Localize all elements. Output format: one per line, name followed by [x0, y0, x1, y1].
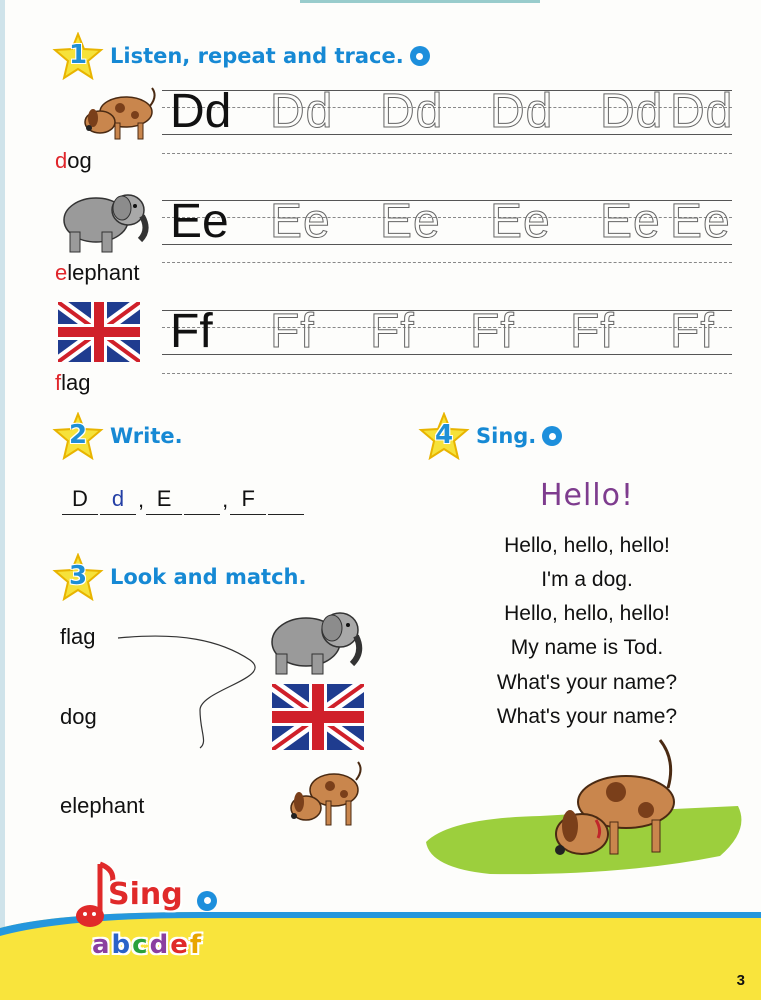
- song-line: I'm a dog.: [541, 568, 633, 591]
- trace-letters[interactable]: Dd: [600, 85, 664, 138]
- guide-line: [162, 373, 732, 374]
- uk-flag-illustration: [58, 302, 140, 362]
- page-number: 3: [736, 972, 745, 989]
- word-elephant: elephant: [55, 260, 140, 285]
- sing-logo: [108, 877, 217, 912]
- write-blank[interactable]: F: [230, 486, 266, 515]
- alphabet-letter: c: [132, 930, 148, 960]
- write-exercise: [62, 486, 304, 515]
- match-word-flag[interactable]: flag: [60, 624, 96, 649]
- word-dog: dog: [55, 148, 92, 173]
- dog-match-picture[interactable]: [286, 756, 366, 834]
- guide-line: [162, 153, 732, 154]
- trace-row-f: [162, 306, 732, 358]
- model-letters: Ee: [170, 195, 229, 248]
- write-blank[interactable]: d: [100, 486, 136, 515]
- section-3-header: [52, 553, 306, 601]
- star-icon: [52, 412, 104, 460]
- alphabet-letter: d: [149, 930, 169, 960]
- star-icon: [418, 412, 470, 460]
- song-line: What's your name?: [496, 671, 678, 694]
- trace-letters[interactable]: Ff: [570, 305, 615, 358]
- dog-on-grass-illustration: [420, 730, 750, 880]
- cd-audio-icon[interactable]: [197, 891, 217, 911]
- star-icon: [52, 32, 104, 80]
- star-icon: [52, 553, 104, 601]
- song-line: Hello, hello, hello!: [504, 534, 670, 557]
- section-title: Look and match.: [110, 565, 307, 589]
- trace-letters[interactable]: Ee: [380, 195, 441, 248]
- comma: ,: [138, 487, 145, 512]
- model-letters: Dd: [170, 85, 232, 138]
- trace-letters[interactable]: Dd: [490, 85, 554, 138]
- trace-letters[interactable]: Ff: [270, 305, 315, 358]
- alphabet-strip: [92, 930, 201, 960]
- section-number: 2: [68, 420, 88, 450]
- guide-line: [162, 262, 732, 263]
- trace-row-d: [162, 86, 732, 138]
- section-1-header: [52, 32, 430, 80]
- trace-letters[interactable]: Dd: [270, 85, 334, 138]
- alphabet-letter: f: [189, 930, 202, 960]
- section-title: Sing.: [476, 424, 537, 448]
- cd-audio-icon[interactable]: [542, 426, 562, 446]
- cd-audio-icon[interactable]: [410, 46, 430, 66]
- dog-illustration: [80, 80, 158, 146]
- write-blank[interactable]: [184, 486, 220, 515]
- trace-letters[interactable]: Ff: [370, 305, 415, 358]
- song-line: Hello, hello, hello!: [504, 602, 670, 625]
- section-number: 1: [68, 40, 88, 70]
- page-edge: [0, 0, 5, 1000]
- song-line: My name is Tod.: [510, 636, 664, 659]
- model-letters: Ff: [170, 305, 213, 358]
- alphabet-letter: b: [111, 930, 131, 960]
- trace-row-e: [162, 196, 732, 248]
- trace-letters[interactable]: Ff: [470, 305, 515, 358]
- trace-letters[interactable]: Ee: [270, 195, 331, 248]
- comma: ,: [222, 487, 229, 512]
- write-blank[interactable]: D: [62, 486, 98, 515]
- section-number: 4: [434, 420, 454, 450]
- elephant-illustration: [56, 186, 152, 256]
- trace-letters[interactable]: Ee: [670, 195, 731, 248]
- sing-label: Sing: [108, 877, 183, 912]
- trace-letters[interactable]: Ff: [670, 305, 715, 358]
- trace-letters[interactable]: Dd: [380, 85, 444, 138]
- match-word-elephant[interactable]: elephant: [60, 793, 145, 818]
- alphabet-letter: e: [170, 930, 188, 960]
- alphabet-letter: a: [92, 930, 110, 960]
- write-blank[interactable]: [268, 486, 304, 515]
- section-title: Write.: [110, 424, 183, 448]
- song-title: Hello!: [539, 478, 635, 513]
- section-title: Listen, repeat and trace.: [110, 44, 404, 68]
- elephant-match-picture[interactable]: [262, 602, 366, 678]
- trace-letters[interactable]: Ee: [490, 195, 551, 248]
- song-line: What's your name?: [496, 705, 678, 728]
- section-number: 3: [68, 561, 88, 591]
- page-top-edge: [300, 0, 540, 3]
- match-word-dog[interactable]: dog: [60, 704, 97, 729]
- flag-match-picture[interactable]: [272, 684, 364, 750]
- section-2-header: [52, 412, 183, 460]
- trace-letters[interactable]: Dd: [670, 85, 734, 138]
- write-blank[interactable]: E: [146, 486, 182, 515]
- word-flag: flag: [55, 370, 91, 395]
- trace-letters[interactable]: Ee: [600, 195, 661, 248]
- section-4-header: [418, 412, 562, 460]
